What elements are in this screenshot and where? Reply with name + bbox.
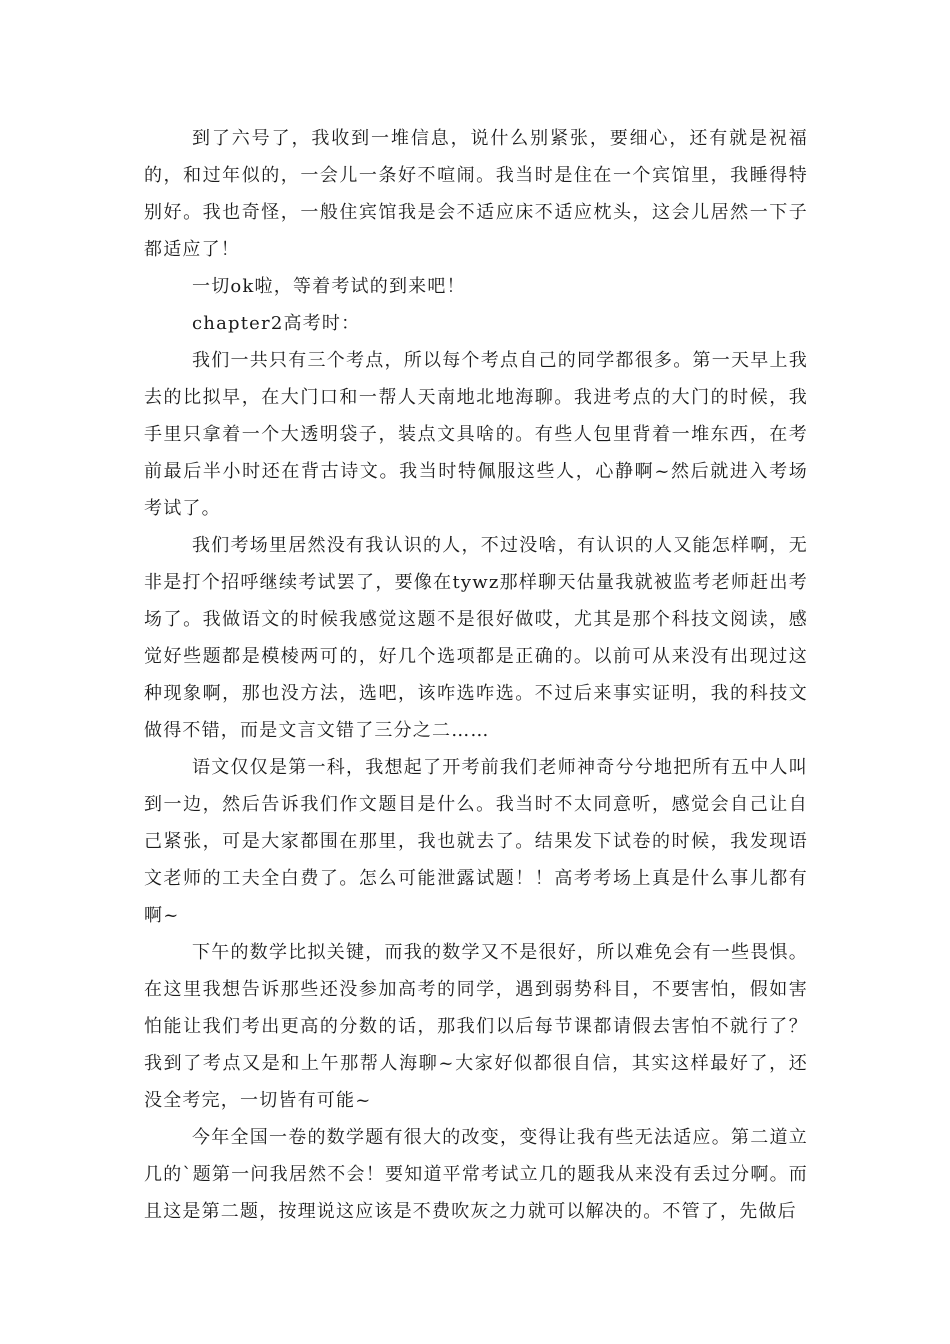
paragraph: 我们考场里居然没有我认识的人，不过没啥，有认识的人又能怎样啊，无非是打个招呼继续考试罢了，要像在tywz那样聊天估量我就被监考老师赶出考场了。我做语文的时候我感觉这题不是很好做哎，尤其是那个科技文阅读，感觉好些题都是模棱两可的，好几个选项都是正确的。以前可从来没有出现过这种现象啊，那也没方法，选吧，该咋选咋选。不过后来事实证明，我的科技文做得不错，而是文言文错了三分之二…… [144, 535, 808, 741]
paragraph: 今年全国一卷的数学题有很大的改变，变得让我有些无法适应。第二道立几的`题第一问我居然不会！要知道平常考试立几的题我从来没有丢过分啊。而且这是第二题，按理说这应该是不费吹灰之力就可以解决的。不管了，先做后 [144, 1127, 808, 1222]
paragraph: 到了六号了，我收到一堆信息，说什么别紧张，要细心，还有就是祝福的，和过年似的，一会儿一条好不喧闹。我当时是住在一个宾馆里，我睡得特别好。我也奇怪，一般住宾馆我是会不适应床不适应枕头，这会儿居然一下子都适应了！ [144, 128, 808, 260]
paragraph: 一切ok啦，等着考试的到来吧！ [192, 276, 466, 297]
paragraph: 下午的数学比拟关键，而我的数学又不是很好，所以难免会有一些畏惧。在这里我想告诉那些还没参加高考的同学，遇到弱势科目，不要害怕，假如害怕能让我们考出更高的分数的话，那我们以后每节课都请假去害怕不就行了？我到了考点又是和上午那帮人海聊~大家好似都很自信，其实这样最好了，还没全考完，一切皆有可能~ [144, 942, 808, 1111]
section-heading: chapter2高考时： [192, 313, 361, 334]
document-body [144, 120, 808, 1230]
paragraph: 语文仅仅是第一科，我想起了开考前我们老师神奇兮兮地把所有五中人叫到一边，然后告诉我们作文题目是什么。我当时不太同意听，感觉会自己让自己紧张，可是大家都围在那里，我也就去了。结果发下试卷的时候，我发现语文老师的工夫全白费了。怎么可能泄露试题！！高考考场上真是什么事儿都有啊~ [144, 757, 808, 926]
paragraph: 我们一共只有三个考点，所以每个考点自己的同学都很多。第一天早上我去的比拟早，在大门口和一帮人天南地北地海聊。我进考点的大门的时候，我手里只拿着一个大透明袋子，装点文具啥的。有些人包里背着一堆东西，在考前最后半小时还在背古诗文。我当时特佩服这些人，心静啊~然后就进入考场考试了。 [144, 350, 808, 519]
